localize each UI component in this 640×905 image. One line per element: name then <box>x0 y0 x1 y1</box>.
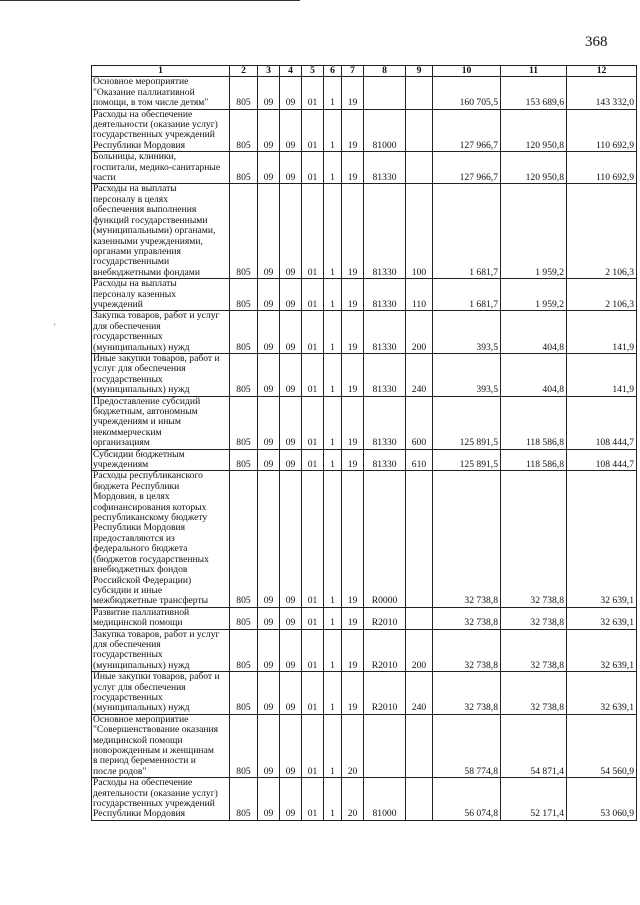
program-code: 01 <box>302 629 324 672</box>
table-row <box>92 449 637 471</box>
ministry-code: 805 <box>230 109 258 152</box>
amount-year-2: 120 950,8 <box>501 152 567 184</box>
row-name: Больницы, клиники, госпитали, медико-санитарные части <box>92 152 230 184</box>
event-code: 20 <box>342 778 364 821</box>
row-name: Расходы на обеспечение деятельности (оказание услуг) государственных учреждений Республики Мордовия <box>92 778 230 821</box>
subprogram-code: 1 <box>324 311 342 354</box>
amount-year-1: 56 074,8 <box>433 778 501 821</box>
subsection-code: 09 <box>280 184 302 279</box>
event-code: 19 <box>342 311 364 354</box>
direction-code: R2010 <box>364 607 406 629</box>
amount-year-3: 32 639,1 <box>567 629 637 672</box>
row-name: Расходы на выплаты персоналу в целях обеспечения выполнения функций государственными (муниципальными) органами, казенными учреждениями, органами управления государственными внебюджетными фондами <box>92 184 230 279</box>
expense-type-code <box>406 109 433 152</box>
amount-year-3: 2 106,3 <box>567 184 637 279</box>
expense-type-code: 100 <box>406 184 433 279</box>
amount-year-1: 127 966,7 <box>433 109 501 152</box>
section-code: 09 <box>258 629 280 672</box>
amount-year-1: 393,5 <box>433 353 501 396</box>
ministry-code: 805 <box>230 77 258 109</box>
row-name: Иные закупки товаров, работ и услуг для обеспечения государственных (муниципальных) нужд <box>92 672 230 715</box>
amount-year-2: 52 171,4 <box>501 778 567 821</box>
direction-code <box>364 77 406 109</box>
direction-code: 81330 <box>364 152 406 184</box>
table-row <box>92 396 637 449</box>
event-code: 19 <box>342 607 364 629</box>
amount-year-2: 118 586,8 <box>501 449 567 471</box>
header-cell: 3 <box>258 66 280 77</box>
margin-mark: ' <box>54 322 56 332</box>
expense-type-code: 200 <box>406 629 433 672</box>
program-code: 01 <box>302 714 324 777</box>
event-code: 19 <box>342 109 364 152</box>
amount-year-3: 110 692,9 <box>567 152 637 184</box>
amount-year-3: 32 639,1 <box>567 471 637 607</box>
ministry-code: 805 <box>230 184 258 279</box>
program-code: 01 <box>302 672 324 715</box>
subprogram-code: 1 <box>324 279 342 311</box>
subprogram-code: 1 <box>324 109 342 152</box>
row-name: Основное мероприятие "Оказание паллиативной помощи, в том числе детям" <box>92 77 230 109</box>
subsection-code: 09 <box>280 109 302 152</box>
ministry-code: 805 <box>230 629 258 672</box>
subsection-code: 09 <box>280 629 302 672</box>
amount-year-3: 143 332,0 <box>567 77 637 109</box>
amount-year-3: 141,9 <box>567 311 637 354</box>
direction-code <box>364 714 406 777</box>
event-code: 19 <box>342 672 364 715</box>
section-code: 09 <box>258 184 280 279</box>
event-code: 19 <box>342 152 364 184</box>
program-code: 01 <box>302 184 324 279</box>
amount-year-2: 32 738,8 <box>501 672 567 715</box>
amount-year-1: 127 966,7 <box>433 152 501 184</box>
ministry-code: 805 <box>230 471 258 607</box>
program-code: 01 <box>302 607 324 629</box>
subsection-code: 09 <box>280 778 302 821</box>
amount-year-1: 32 738,8 <box>433 607 501 629</box>
expense-type-code <box>406 714 433 777</box>
amount-year-2: 1 959,2 <box>501 184 567 279</box>
table-row <box>92 311 637 354</box>
header-cell: 5 <box>302 66 324 77</box>
direction-code: R2010 <box>364 629 406 672</box>
header-cell: 8 <box>364 66 406 77</box>
header-cell: 4 <box>280 66 302 77</box>
section-code: 09 <box>258 109 280 152</box>
expense-type-code <box>406 607 433 629</box>
header-cell: 12 <box>567 66 637 77</box>
event-code: 19 <box>342 449 364 471</box>
ministry-code: 805 <box>230 353 258 396</box>
row-name: Закупка товаров, работ и услуг для обеспечения государственных (муниципальных) нужд <box>92 311 230 354</box>
table-header-row <box>92 66 637 77</box>
program-code: 01 <box>302 396 324 449</box>
amount-year-1: 1 681,7 <box>433 279 501 311</box>
subsection-code: 09 <box>280 396 302 449</box>
amount-year-2: 32 738,8 <box>501 471 567 607</box>
program-code: 01 <box>302 353 324 396</box>
section-code: 09 <box>258 714 280 777</box>
row-name: Расходы республиканского бюджета Республики Мордовия, в целях софинансирования которых республиканскому бюджету Республики Мордовия предоставляются из федерального бюджета (бюджетов государственных внебюджетных фондов Российской Федерации) субсидии и иные межбюджетные трансферты <box>92 471 230 607</box>
subsection-code: 09 <box>280 311 302 354</box>
section-code: 09 <box>258 672 280 715</box>
event-code: 19 <box>342 353 364 396</box>
row-name: Основное мероприятие "Совершенствование оказания медицинской помощи новорожденным и женщинам в период беременности и после родов" <box>92 714 230 777</box>
row-name: Субсидии бюджетным учреждениям <box>92 449 230 471</box>
direction-code: 81330 <box>364 311 406 354</box>
program-code: 01 <box>302 279 324 311</box>
table-row <box>92 152 637 184</box>
subsection-code: 09 <box>280 471 302 607</box>
page-number: 368 <box>585 34 608 50</box>
amount-year-2: 153 689,6 <box>501 77 567 109</box>
section-code: 09 <box>258 353 280 396</box>
row-name: Предоставление субсидий бюджетным, автономным учреждениям и иным некоммерческим организациям <box>92 396 230 449</box>
subsection-code: 09 <box>280 672 302 715</box>
subsection-code: 09 <box>280 279 302 311</box>
row-name: Иные закупки товаров, работ и услуг для обеспечения государственных (муниципальных) нужд <box>92 353 230 396</box>
section-code: 09 <box>258 471 280 607</box>
direction-code: 81000 <box>364 109 406 152</box>
table-row <box>92 471 637 607</box>
subprogram-code: 1 <box>324 778 342 821</box>
budget-table <box>91 65 637 821</box>
subprogram-code: 1 <box>324 629 342 672</box>
section-code: 09 <box>258 396 280 449</box>
subprogram-code: 1 <box>324 471 342 607</box>
row-name: Закупка товаров, работ и услуг для обеспечения государственных (муниципальных) нужд <box>92 629 230 672</box>
amount-year-3: 110 692,9 <box>567 109 637 152</box>
section-code: 09 <box>258 449 280 471</box>
section-code: 09 <box>258 152 280 184</box>
program-code: 01 <box>302 311 324 354</box>
section-code: 09 <box>258 77 280 109</box>
header-cell: 2 <box>230 66 258 77</box>
amount-year-1: 32 738,8 <box>433 672 501 715</box>
event-code: 20 <box>342 714 364 777</box>
amount-year-1: 393,5 <box>433 311 501 354</box>
ministry-code: 805 <box>230 778 258 821</box>
section-code: 09 <box>258 607 280 629</box>
table-row <box>92 109 637 152</box>
header-cell: 9 <box>406 66 433 77</box>
section-code: 09 <box>258 311 280 354</box>
subprogram-code: 1 <box>324 77 342 109</box>
event-code: 19 <box>342 184 364 279</box>
subprogram-code: 1 <box>324 184 342 279</box>
amount-year-1: 160 705,5 <box>433 77 501 109</box>
amount-year-3: 54 560,9 <box>567 714 637 777</box>
amount-year-2: 118 586,8 <box>501 396 567 449</box>
table-row <box>92 607 637 629</box>
row-name: Расходы на обеспечение деятельности (оказание услуг) государственных учреждений Республики Мордовия <box>92 109 230 152</box>
amount-year-2: 54 871,4 <box>501 714 567 777</box>
table-row <box>92 279 637 311</box>
expense-type-code <box>406 152 433 184</box>
amount-year-2: 32 738,8 <box>501 629 567 672</box>
subprogram-code: 1 <box>324 607 342 629</box>
amount-year-3: 108 444,7 <box>567 396 637 449</box>
program-code: 01 <box>302 109 324 152</box>
expense-type-code <box>406 778 433 821</box>
subprogram-code: 1 <box>324 714 342 777</box>
ministry-code: 805 <box>230 311 258 354</box>
amount-year-1: 32 738,8 <box>433 471 501 607</box>
amount-year-2: 1 959,2 <box>501 279 567 311</box>
amount-year-3: 32 639,1 <box>567 607 637 629</box>
expense-type-code: 110 <box>406 279 433 311</box>
table-row <box>92 77 637 109</box>
expense-type-code: 600 <box>406 396 433 449</box>
amount-year-3: 141,9 <box>567 353 637 396</box>
direction-code: R2010 <box>364 672 406 715</box>
subsection-code: 09 <box>280 714 302 777</box>
table-row <box>92 184 637 279</box>
section-code: 09 <box>258 778 280 821</box>
subsection-code: 09 <box>280 152 302 184</box>
amount-year-2: 120 950,8 <box>501 109 567 152</box>
expense-type-code: 240 <box>406 672 433 715</box>
subprogram-code: 1 <box>324 449 342 471</box>
table-body <box>92 77 637 820</box>
subsection-code: 09 <box>280 77 302 109</box>
program-code: 01 <box>302 152 324 184</box>
row-name: Развитие паллиативной медицинской помощи <box>92 607 230 629</box>
subprogram-code: 1 <box>324 396 342 449</box>
ministry-code: 805 <box>230 152 258 184</box>
table-row <box>92 778 637 821</box>
expense-type-code: 610 <box>406 449 433 471</box>
direction-code: 81330 <box>364 279 406 311</box>
amount-year-3: 2 106,3 <box>567 279 637 311</box>
header-cell: 6 <box>324 66 342 77</box>
direction-code: 81000 <box>364 778 406 821</box>
subsection-code: 09 <box>280 607 302 629</box>
amount-year-1: 1 681,7 <box>433 184 501 279</box>
event-code: 19 <box>342 77 364 109</box>
header-cell: 7 <box>342 66 364 77</box>
subsection-code: 09 <box>280 449 302 471</box>
amount-year-3: 53 060,9 <box>567 778 637 821</box>
direction-code: 81330 <box>364 396 406 449</box>
ministry-code: 805 <box>230 396 258 449</box>
table-row <box>92 629 637 672</box>
expense-type-code: 200 <box>406 311 433 354</box>
amount-year-2: 404,8 <box>501 353 567 396</box>
ministry-code: 805 <box>230 607 258 629</box>
direction-code: 81330 <box>364 353 406 396</box>
subprogram-code: 1 <box>324 353 342 396</box>
amount-year-1: 125 891,5 <box>433 396 501 449</box>
ministry-code: 805 <box>230 672 258 715</box>
subprogram-code: 1 <box>324 672 342 715</box>
event-code: 19 <box>342 629 364 672</box>
event-code: 19 <box>342 396 364 449</box>
direction-code: 81330 <box>364 449 406 471</box>
amount-year-1: 58 774,8 <box>433 714 501 777</box>
header-cell: 11 <box>501 66 567 77</box>
amount-year-1: 125 891,5 <box>433 449 501 471</box>
subsection-code: 09 <box>280 353 302 396</box>
table-row <box>92 672 637 715</box>
header-cell: 10 <box>433 66 501 77</box>
program-code: 01 <box>302 778 324 821</box>
table-row <box>92 714 637 777</box>
header-cell: 1 <box>92 66 230 77</box>
program-code: 01 <box>302 471 324 607</box>
amount-year-3: 108 444,7 <box>567 449 637 471</box>
expense-type-code <box>406 471 433 607</box>
amount-year-1: 32 738,8 <box>433 629 501 672</box>
direction-code: 81330 <box>364 184 406 279</box>
event-code: 19 <box>342 471 364 607</box>
amount-year-2: 32 738,8 <box>501 607 567 629</box>
program-code: 01 <box>302 449 324 471</box>
event-code: 19 <box>342 279 364 311</box>
table-row <box>92 353 637 396</box>
ministry-code: 805 <box>230 449 258 471</box>
direction-code: R0000 <box>364 471 406 607</box>
ministry-code: 805 <box>230 714 258 777</box>
amount-year-3: 32 639,1 <box>567 672 637 715</box>
expense-type-code <box>406 77 433 109</box>
top-edge-line <box>0 0 300 1</box>
ministry-code: 805 <box>230 279 258 311</box>
amount-year-2: 404,8 <box>501 311 567 354</box>
row-name: Расходы на выплаты персоналу казенных учреждений <box>92 279 230 311</box>
subprogram-code: 1 <box>324 152 342 184</box>
section-code: 09 <box>258 279 280 311</box>
program-code: 01 <box>302 77 324 109</box>
expense-type-code: 240 <box>406 353 433 396</box>
